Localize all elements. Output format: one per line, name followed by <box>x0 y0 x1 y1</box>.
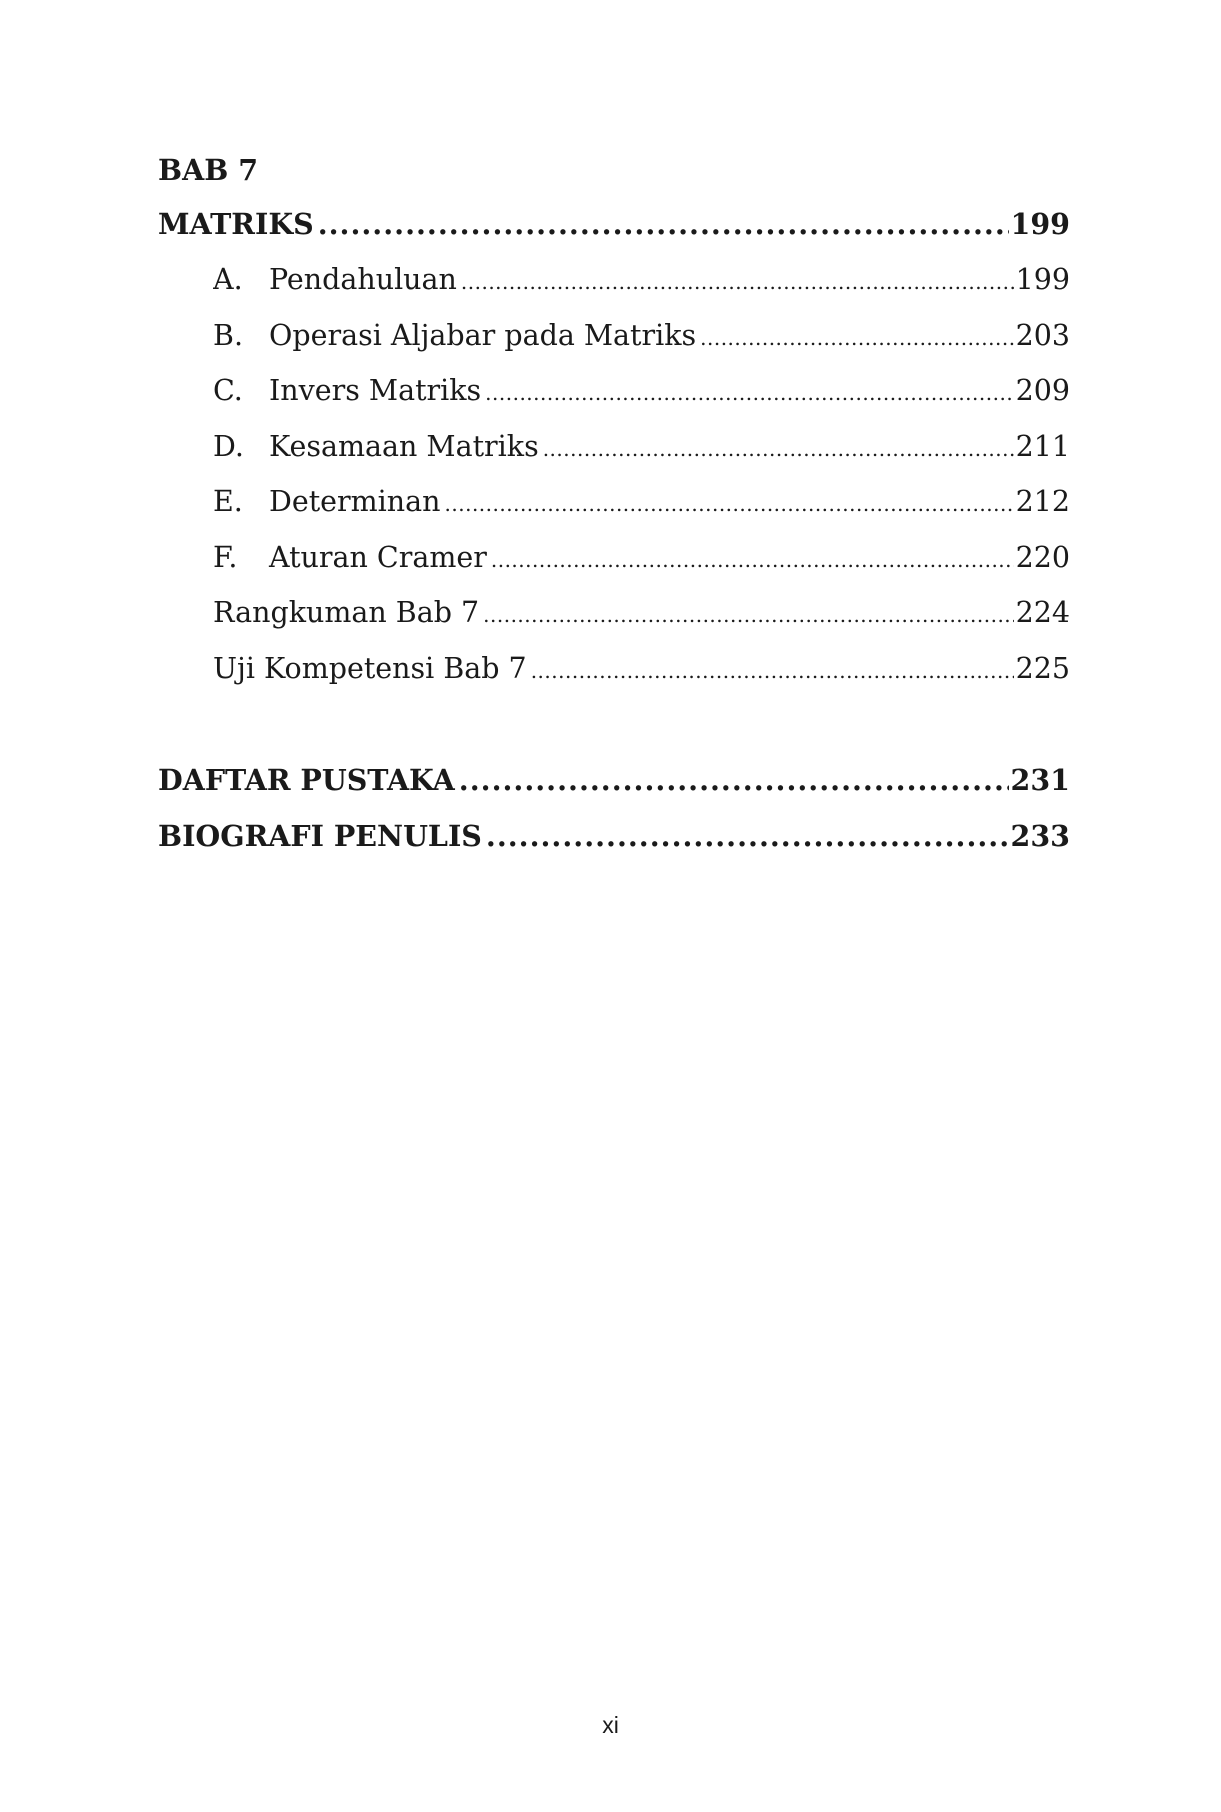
toc-entry-title: Kesamaan Matriks <box>269 430 539 463</box>
toc-entry-title: MATRIKS <box>158 207 314 241</box>
toc-entry-summary[interactable] <box>213 593 1070 635</box>
toc-entry-section-c[interactable] <box>213 371 1070 413</box>
toc-entry-title: BIOGRAFI PENULIS <box>158 819 482 853</box>
toc-entry-title: Uji Kompetensi Bab 7 <box>213 652 527 685</box>
toc-entry-title: Determinan <box>269 485 441 518</box>
section-letter: A. <box>213 263 243 296</box>
toc-entry-page: 231 <box>1010 763 1070 797</box>
toc-entry-section-a[interactable] <box>213 260 1070 302</box>
toc-entry-page: 224 <box>1015 596 1070 629</box>
dot-leader <box>700 318 1013 358</box>
toc-entry-section-d[interactable] <box>213 427 1070 469</box>
toc-entry-page: 211 <box>1015 430 1070 463</box>
toc-entry-chapter[interactable] <box>158 204 1070 244</box>
toc-entry-author-biography[interactable] <box>158 816 1070 856</box>
toc-entry-title: DAFTAR PUSTAKA <box>158 763 455 797</box>
toc-entry-page: 220 <box>1015 541 1070 574</box>
section-letter: D. <box>213 430 244 463</box>
dot-leader <box>483 595 1013 635</box>
toc-entry-title: Operasi Aljabar pada Matriks <box>269 319 697 352</box>
toc-entry-page: 209 <box>1015 374 1070 407</box>
dot-leader <box>485 373 1013 413</box>
dot-leader <box>543 429 1014 469</box>
dot-leader <box>486 816 1009 856</box>
dot-leader <box>318 204 1009 244</box>
dot-leader <box>531 651 1014 691</box>
toc-entry-title: Invers Matriks <box>269 374 482 407</box>
dot-leader <box>459 760 1009 800</box>
toc-entry-bibliography[interactable] <box>158 760 1070 800</box>
section-letter: C. <box>213 374 243 407</box>
page-number: xi <box>602 1712 619 1738</box>
dot-leader <box>445 484 1014 524</box>
section-letter: B. <box>213 319 244 352</box>
section-letter: E. <box>213 485 243 518</box>
toc-entry-title: Pendahuluan <box>269 263 457 296</box>
toc-entry-page: 212 <box>1015 485 1070 518</box>
toc-entry-page: 199 <box>1015 263 1070 296</box>
toc-entry-page: 199 <box>1010 207 1070 241</box>
toc-entry-section-e[interactable] <box>213 482 1070 524</box>
toc-entry-title: Rangkuman Bab 7 <box>213 596 480 629</box>
toc-entry-section-b[interactable] <box>213 316 1070 358</box>
toc-entry-page: 225 <box>1015 652 1070 685</box>
toc-entry-section-f[interactable] <box>213 538 1070 580</box>
chapter-label: BAB 7 <box>158 153 259 187</box>
toc-entry-title: Aturan Cramer <box>269 541 487 574</box>
section-letter: F. <box>213 541 238 574</box>
toc-entry-page: 203 <box>1015 319 1070 352</box>
dot-leader <box>461 262 1014 302</box>
toc-entry-competency-test[interactable] <box>213 649 1070 691</box>
toc-entry-page: 233 <box>1010 819 1070 853</box>
dot-leader <box>491 540 1014 580</box>
